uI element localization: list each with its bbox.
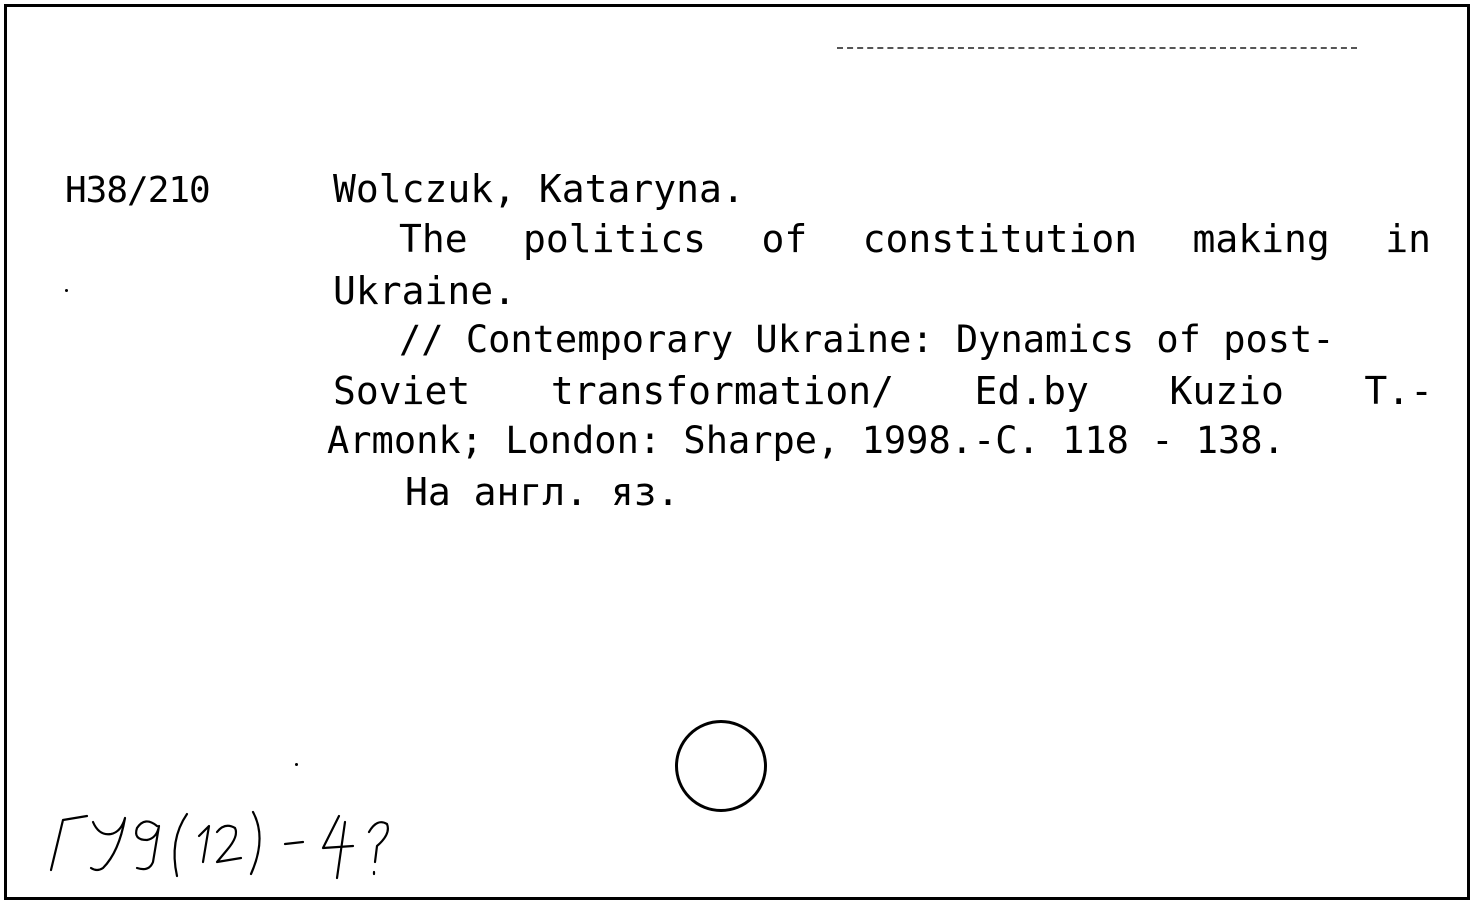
title-word: The [399, 217, 468, 261]
source-word: Soviet [333, 369, 471, 413]
speck-dot [295, 763, 298, 766]
shelf-mark: Н38/210 [65, 170, 210, 211]
source-line-2 [333, 369, 1433, 413]
source-word: T.- [1364, 369, 1433, 413]
handwritten-classification-code [41, 802, 411, 897]
source-word: Kuzio [1169, 369, 1284, 413]
title-line-1 [399, 217, 1431, 261]
source-word: Ed.by [974, 369, 1089, 413]
title-word: making [1192, 217, 1330, 261]
language-note: На англ. яз. [405, 470, 680, 514]
title-word: politics [523, 217, 707, 261]
author-line: Wolczuk, Kataryna. [333, 167, 745, 211]
title-line-2: Ukraine. [333, 269, 517, 313]
source-line-3: Armonk; London: Sharpe, 1998.-С. 118 - 138. [327, 419, 1285, 462]
source-line-1: // Contemporary Ukraine: Dynamics of post- [399, 318, 1335, 361]
speck-dot [65, 289, 68, 292]
title-word: of [761, 217, 808, 261]
title-word: constitution [862, 217, 1138, 261]
catalog-card [4, 4, 1470, 900]
punch-hole-circle [675, 720, 767, 812]
top-dashed-line [837, 47, 1357, 49]
source-word: transformation/ [550, 369, 894, 413]
title-word: in [1385, 217, 1431, 261]
